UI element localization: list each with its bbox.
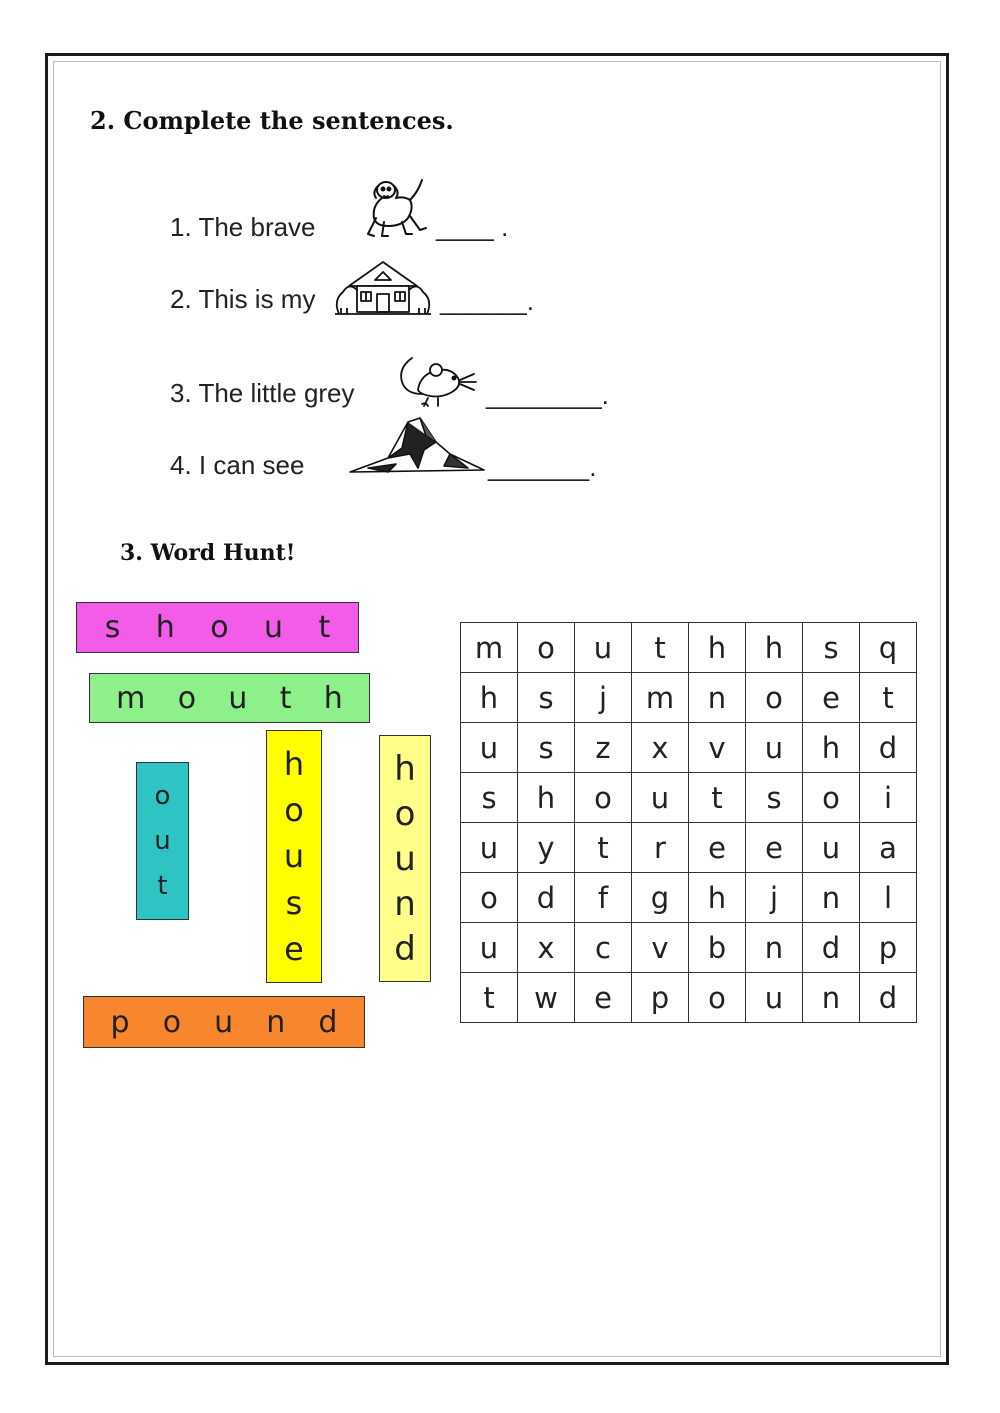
grid-cell[interactable]: h [746, 623, 803, 673]
grid-cell[interactable]: s [518, 723, 575, 773]
grid-cell[interactable]: g [632, 873, 689, 923]
tile-letter: o [210, 610, 229, 645]
grid-cell[interactable]: q [860, 623, 917, 673]
grid-row [461, 673, 917, 723]
sentence-text: The brave [198, 212, 316, 242]
tile-letter: h [323, 680, 343, 716]
section-3-heading: 3. Word Hunt! [120, 540, 296, 566]
tile-letter: o [177, 680, 197, 716]
sentence-3 [170, 378, 355, 409]
grid-row [461, 973, 917, 1023]
grid-cell[interactable]: h [803, 723, 860, 773]
tile-letter: d [394, 928, 416, 969]
grid-cell[interactable]: e [803, 673, 860, 723]
grid-cell[interactable]: w [518, 973, 575, 1023]
grid-row [461, 773, 917, 823]
grid-cell[interactable]: s [518, 673, 575, 723]
answer-blank-3[interactable]: ________. [486, 380, 609, 410]
tile-letter: o [394, 793, 416, 834]
grid-cell[interactable]: l [860, 873, 917, 923]
grid-cell[interactable]: u [461, 723, 518, 773]
grid-cell[interactable]: s [746, 773, 803, 823]
grid-cell[interactable]: r [632, 823, 689, 873]
answer-blank-2[interactable]: ______. [440, 286, 534, 316]
grid-cell[interactable]: t [632, 623, 689, 673]
grid-row [461, 823, 917, 873]
grid-cell[interactable]: n [803, 973, 860, 1023]
tile-letter: o [284, 791, 304, 830]
answer-blank-4[interactable]: _______. [488, 452, 597, 482]
grid-cell[interactable]: o [803, 773, 860, 823]
grid-cell[interactable]: u [803, 823, 860, 873]
sentence-number: 4. [170, 450, 192, 480]
answer-blank-1[interactable]: ____ . [436, 212, 509, 242]
grid-cell[interactable]: u [575, 623, 632, 673]
tile-letter: p [110, 1004, 130, 1040]
grid-cell[interactable]: o [746, 673, 803, 723]
grid-cell[interactable]: s [461, 773, 518, 823]
grid-cell[interactable]: e [689, 823, 746, 873]
tile-letter: u [228, 680, 248, 716]
tile-letter: u [283, 837, 305, 876]
mouse-icon [398, 354, 480, 410]
tile-letter: t [279, 680, 292, 716]
sentence-1 [170, 212, 316, 243]
tile-letter: d [318, 1004, 338, 1040]
word-tile-hound [379, 735, 431, 982]
sentence-2 [170, 284, 315, 315]
grid-cell[interactable]: y [518, 823, 575, 873]
grid-cell[interactable]: n [746, 923, 803, 973]
grid-cell[interactable]: e [575, 973, 632, 1023]
grid-cell[interactable]: x [518, 923, 575, 973]
grid-cell[interactable]: n [689, 673, 746, 723]
grid-cell[interactable]: h [689, 873, 746, 923]
word-search-grid [460, 622, 917, 1023]
grid-cell[interactable]: x [632, 723, 689, 773]
tile-letter: n [266, 1004, 286, 1040]
section-2-heading: 2. Complete the sentences. [90, 106, 454, 135]
grid-cell[interactable]: u [746, 723, 803, 773]
word-tile-out [136, 762, 189, 920]
grid-cell[interactable]: j [575, 673, 632, 723]
sentence-text: I can see [198, 450, 305, 480]
grid-cell[interactable]: t [689, 773, 746, 823]
word-tile-shout [76, 602, 359, 653]
sentence-text: The little grey [198, 378, 355, 408]
grid-row [461, 873, 917, 923]
dog-icon [358, 176, 430, 244]
tile-letter: h [283, 745, 305, 784]
mountain-icon [348, 414, 486, 480]
grid-cell[interactable]: f [575, 873, 632, 923]
tile-letter: u [214, 1004, 234, 1040]
tile-letter: u [394, 838, 416, 879]
grid-cell[interactable]: h [518, 773, 575, 823]
grid-cell[interactable]: u [461, 923, 518, 973]
sentence-text: This is my [198, 284, 316, 314]
grid-cell[interactable]: m [461, 623, 518, 673]
grid-cell[interactable]: p [860, 923, 917, 973]
tile-letter: e [284, 929, 304, 968]
grid-cell[interactable]: u [746, 973, 803, 1023]
tile-letter: s [104, 610, 121, 645]
grid-cell[interactable]: o [518, 623, 575, 673]
tile-letter: h [155, 610, 175, 645]
grid-cell[interactable]: t [860, 673, 917, 723]
sentence-number: 1. [170, 212, 192, 242]
word-tile-pound [83, 996, 365, 1048]
tile-letter: o [154, 780, 171, 811]
grid-cell[interactable]: c [575, 923, 632, 973]
grid-cell[interactable]: v [689, 723, 746, 773]
grid-cell[interactable]: s [803, 623, 860, 673]
tile-letter: h [394, 748, 416, 789]
grid-cell[interactable]: t [461, 973, 518, 1023]
grid-cell[interactable]: o [689, 973, 746, 1023]
grid-cell[interactable]: n [803, 873, 860, 923]
grid-cell[interactable]: h [461, 673, 518, 723]
grid-cell[interactable]: o [575, 773, 632, 823]
sentence-number: 3. [170, 378, 192, 408]
sentence-number: 2. [170, 284, 192, 314]
grid-cell[interactable]: d [518, 873, 575, 923]
word-tile-house [266, 730, 322, 983]
grid-cell[interactable]: a [860, 823, 917, 873]
grid-cell[interactable]: b [689, 923, 746, 973]
grid-cell[interactable]: i [860, 773, 917, 823]
grid-cell[interactable]: z [575, 723, 632, 773]
grid-row [461, 623, 917, 673]
tile-letter: t [318, 610, 331, 645]
grid-cell[interactable]: j [746, 873, 803, 923]
grid-cell[interactable]: o [461, 873, 518, 923]
grid-cell[interactable]: u [632, 773, 689, 823]
sentence-4 [170, 450, 304, 481]
tile-letter: n [394, 883, 416, 924]
tile-letter: m [116, 680, 146, 716]
grid-cell[interactable]: d [803, 923, 860, 973]
word-tile-mouth [89, 673, 370, 723]
grid-row [461, 723, 917, 773]
grid-cell[interactable]: p [632, 973, 689, 1023]
grid-cell[interactable]: e [746, 823, 803, 873]
house-icon [333, 258, 433, 316]
grid-cell[interactable]: d [860, 723, 917, 773]
grid-cell[interactable]: m [632, 673, 689, 723]
tile-letter: s [285, 883, 303, 922]
grid-row [461, 923, 917, 973]
tile-letter: t [157, 871, 168, 902]
tile-letter: u [154, 825, 171, 856]
grid-cell[interactable]: h [689, 623, 746, 673]
grid-cell[interactable]: d [860, 973, 917, 1023]
tile-letter: u [264, 610, 284, 645]
grid-cell[interactable]: t [575, 823, 632, 873]
tile-letter: o [162, 1004, 182, 1040]
grid-cell[interactable]: u [461, 823, 518, 873]
grid-cell[interactable]: v [632, 923, 689, 973]
